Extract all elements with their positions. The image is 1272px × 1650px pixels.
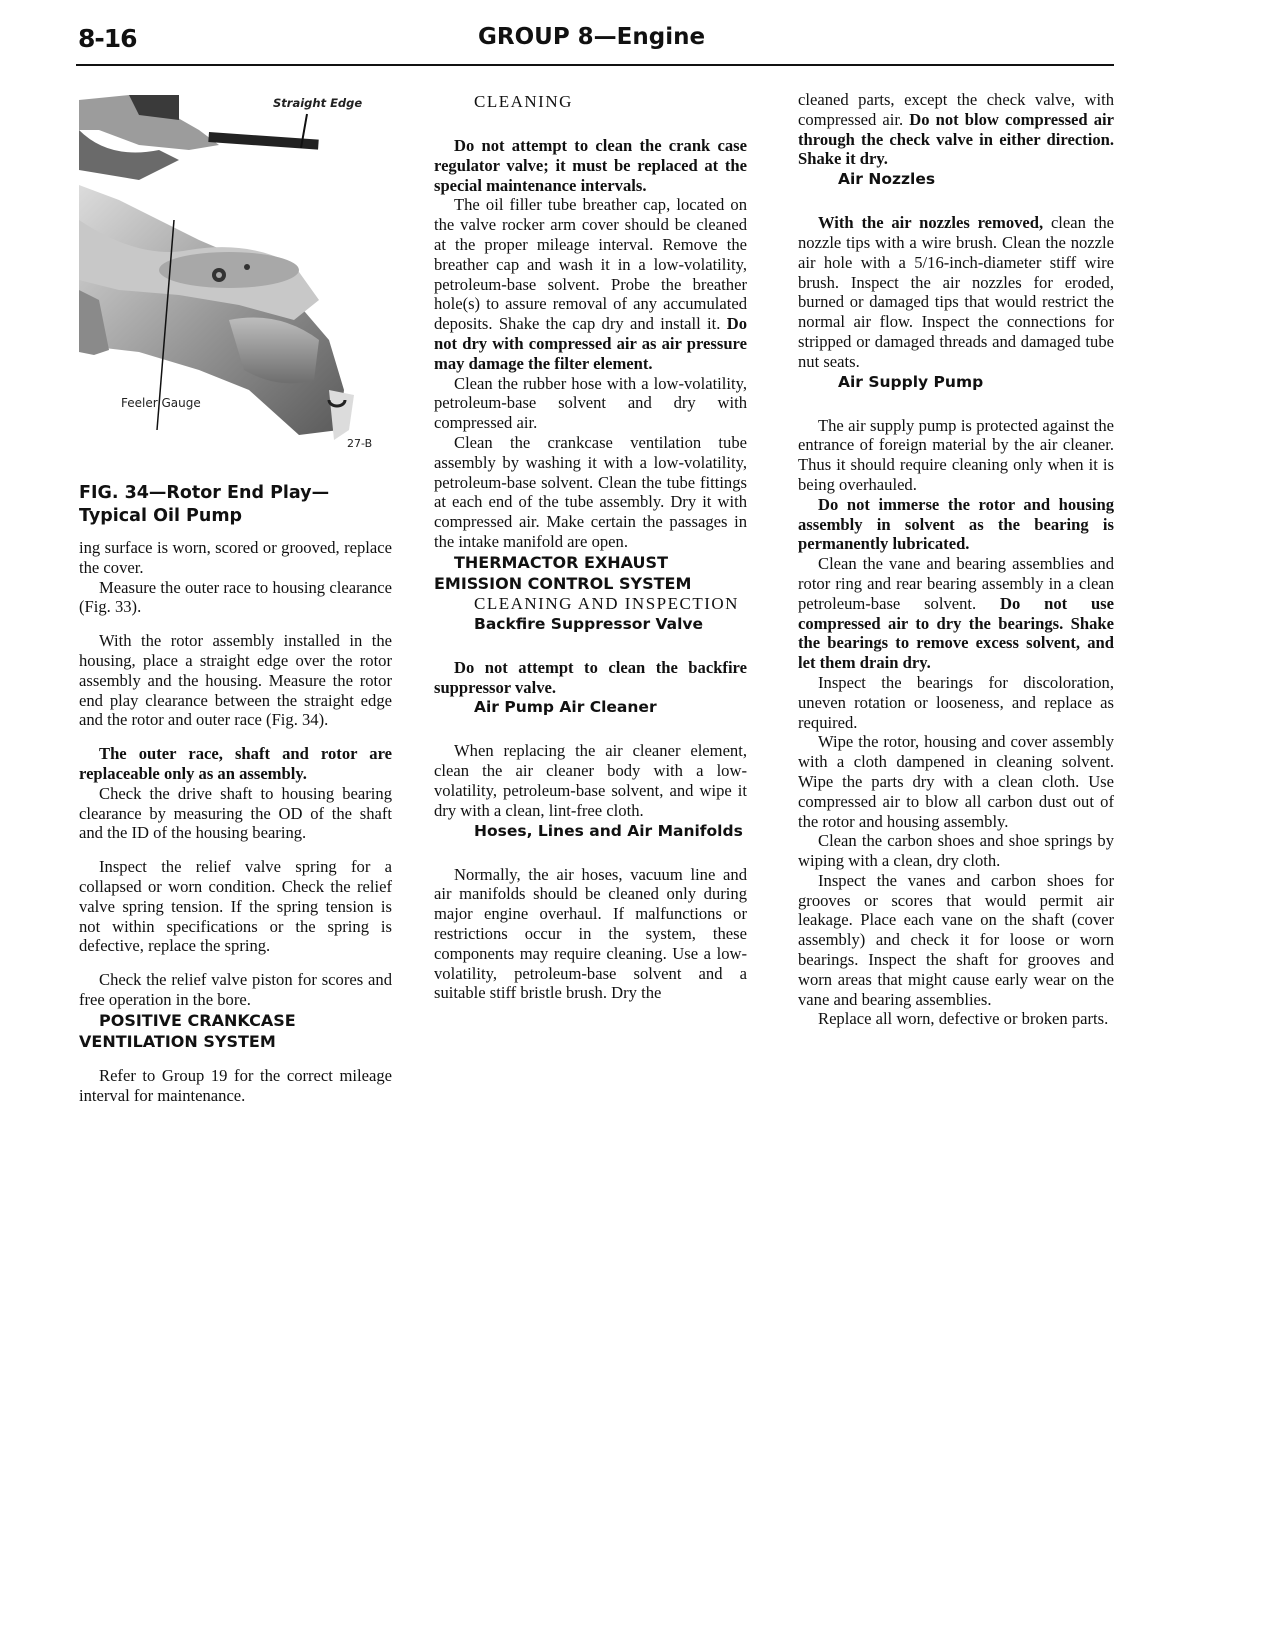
c1-p1: ing surface is worn, scored or grooved, replace the cover. xyxy=(79,538,392,577)
c3-p2a: With the air nozzles removed, xyxy=(818,213,1044,233)
c2-h3: CLEANING AND INSPECTION xyxy=(474,593,739,613)
c2-p2 xyxy=(434,195,747,373)
c3-p10: Replace all worn, defective or broken parts. xyxy=(818,1009,1109,1029)
c2-p4: Clean the crankcase ventilation tube assembly by washing it with a low-volatility, petroleum-base solvent. Clean the tube fittings at each end of the tube assembly. Dry it with compressed air. Make certain the passages in the intake manifold are open. xyxy=(434,432,747,551)
c1-p7: Check the relief valve piston for scores and free operation in the bore. xyxy=(79,970,392,1009)
c2-h6: Hoses, Lines and Air Manifolds xyxy=(474,821,743,840)
c1-p2: Measure the outer race to housing clearance (Fig. 33). xyxy=(79,577,392,617)
c2-p7: Normally, the air hoses, vacuum line and air manifolds should be cleaned only during major engine overhaul. If malfunctions or restrictions occur in the system, these components may require cleaning. Use a low-volatility, petroleum-base solvent and a suitable stiff bristle brush. Dry the xyxy=(434,864,747,1003)
c3-p1 xyxy=(798,90,1114,169)
group-title: GROUP 8—Engine xyxy=(478,24,706,50)
figure-caption: FIG. 34—Rotor End Play—Typical Oil Pump xyxy=(79,483,330,526)
c2-p1: Do not attempt to clean the crank case regulator valve; it must be replaced at the special maintenance intervals. xyxy=(434,136,747,195)
c2-p6: When replacing the air cleaner element, clean the air cleaner body with a low-volatility, petroleum-base solvent, and wipe it dry with a clean, lint-free cloth. xyxy=(434,741,747,820)
c3-p3: The air supply pump is protected against the entrance of foreign material by the air cleaner. Thus it should require cleaning only when it is being overhauled. xyxy=(798,415,1114,494)
c2-p5: Do not attempt to clean the backfire suppressor valve. xyxy=(434,657,747,697)
c1-h1: POSITIVE CRANKCASE VENTILATION SYSTEM xyxy=(79,1010,296,1051)
column-1 xyxy=(79,90,392,1105)
c3-p6: Inspect the bearings for discoloration, uneven rotation or looseness, and replace as required. xyxy=(798,672,1114,732)
column-3 xyxy=(798,90,1114,1029)
c2-p2a: The oil filler tube breather cap, located on the valve rocker arm cover should be cleaned at the proper mileage interval. Remove the breather cap and wash it in a low-volatility, petroleum-base solvent. Probe the breather hole(s) to assure removal of any accumulated deposits. Shake the cap dry and install it. xyxy=(434,195,747,334)
c3-h1: Air Nozzles xyxy=(838,170,936,189)
c3-p2b: clean the nozzle tips with a wire brush. Clean the nozzle air hole with a 5/16-inch-diameter stiff wire brush. Inspect the air nozzles for eroded, burned or damaged tips that would restrict the normal air flow. Inspect the connections for stripped or damaged threads and damaged tube nut seats. xyxy=(798,213,1114,371)
figure-code: 27-B xyxy=(347,437,373,450)
c2-h1: CLEANING xyxy=(474,92,573,111)
page-number: 8-16 xyxy=(78,24,137,53)
label-straight-edge: Straight Edge xyxy=(273,96,363,110)
c3-h2: Air Supply Pump xyxy=(838,372,984,391)
c3-p5b: Do not use compressed air to dry the bearings. Shake the bearings to remove excess solvent, and let them drain dry. xyxy=(798,593,1115,673)
c3-p5 xyxy=(798,554,1114,673)
c2-p3: Clean the rubber hose with a low-volatility, petroleum-base solvent and dry with compressed air. xyxy=(434,373,747,433)
c3-p5a: Clean the vane and bearing assemblies and rotor ring and rear bearing assembly in a clean petroleum-base solvent. xyxy=(798,554,1114,613)
c1-p8: Refer to Group 19 for the correct mileage interval for maintenance. xyxy=(79,1065,392,1105)
c3-p9: Inspect the vanes and carbon shoes for grooves or scores that would permit air leakage. Place each vane on the shaft (cover assembly) and check it for loose or worn bearings. Inspect the shaft for grooves and worn areas that might cause early wear on the vane and bearing assemblies. xyxy=(798,870,1114,1009)
c3-p8: Clean the carbon shoes and shoe springs by wiping with a clean, dry cloth. xyxy=(798,831,1114,871)
c1-p4: The outer race, shaft and rotor are replaceable only as an assembly. xyxy=(79,744,392,783)
header-rule xyxy=(76,64,1114,66)
c1-p6: Inspect the relief valve spring for a collapsed or worn condition. Check the relief valve spring tension. If the spring tension is not within specifications or the spring is defective, replace the spring. xyxy=(79,857,392,956)
c2-h4: Backfire Suppressor Valve xyxy=(474,614,704,633)
figure-34 xyxy=(79,90,379,472)
c3-p4: Do not immerse the rotor and housing assembly in solvent as the bearing is permanently lubricated. xyxy=(798,494,1114,554)
c2-h5: Air Pump Air Cleaner xyxy=(474,698,657,717)
c2-p2b: Do not dry with compressed air as air pressure may damage the filter element. xyxy=(434,314,747,373)
oil-pump-photo xyxy=(79,90,379,472)
label-feeler-gauge: Feeler Gauge xyxy=(121,396,201,410)
c2-h2: THERMACTOR EXHAUST EMISSION CONTROL SYSTEM xyxy=(434,552,692,593)
c3-p1a: cleaned parts, except the check valve, with compressed air. xyxy=(798,90,1114,129)
column-2 xyxy=(434,92,747,1003)
c3-p7: Wipe the rotor, housing and cover assembly with a cloth dampened in cleaning solvent. Wipe the parts dry with a clean cloth. Use compressed air to blow all carbon dust out of the rotor and housing assembly. xyxy=(798,732,1114,831)
c1-p5: Check the drive shaft to housing bearing clearance by measuring the OD of the shaft and the ID of the housing bearing. xyxy=(79,783,392,843)
c3-p2 xyxy=(798,213,1114,371)
c1-p3: With the rotor assembly installed in the housing, place a straight edge over the rotor assembly and the housing. Measure the rotor end play clearance between the straight edge and the rotor and outer race (Fig. 34). xyxy=(79,631,392,730)
c3-p1b: Do not blow compressed air through the check valve in either direction. Shake it dry. xyxy=(798,109,1114,169)
